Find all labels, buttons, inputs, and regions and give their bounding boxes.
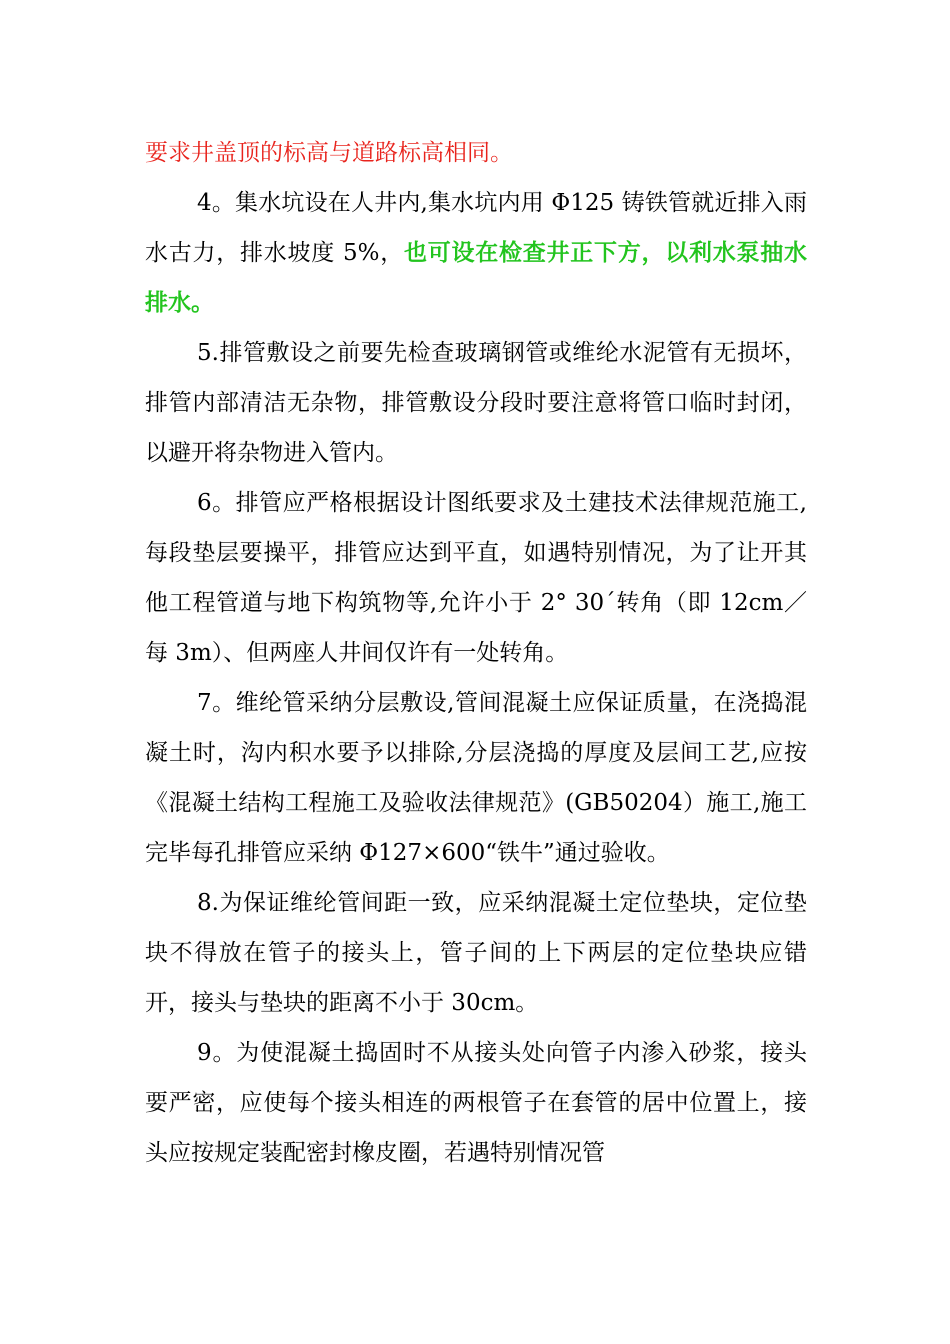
paragraph-text: 8.为保证维纶管间距一致，应采纳混凝土定位垫块，定位垫块不得放在管子的接头上，管子间的上下两层的定位垫块应错开，接头与垫块的距离不小于 30cm。	[145, 890, 807, 1016]
paragraph-text: 4。集水坑设在人井内,集水坑内用 Φ125 铸铁管就近排入雨水古力，排水坡度 5%，	[145, 190, 807, 266]
red-highlight-text: 要求井盖顶的标高与道路标高相同。	[145, 140, 513, 166]
document-body	[145, 128, 807, 1178]
paragraph-7	[145, 678, 807, 878]
paragraph-text: 7。维纶管采纳分层敷设,管间混凝土应保证质量，在浇捣混凝土时，沟内积水要予以排除,分层浇捣的厚度及层间工艺,应按《混凝土结构工程施工及验收法律规范》(GB50204）施工,施工完毕每孔排管应采纳 Φ127×600“铁牛”通过验收。	[145, 690, 807, 866]
paragraph-4	[145, 178, 807, 328]
paragraph-continuation	[145, 128, 807, 178]
paragraph-text: 9。为使混凝土捣固时不从接头处向管子内渗入砂浆，接头要严密，应使每个接头相连的两根管子在套管的居中位置上，接头应按规定装配密封橡皮圈，若遇特别情况管	[145, 1040, 807, 1166]
paragraph-5	[145, 328, 807, 478]
paragraph-9	[145, 1028, 807, 1178]
paragraph-text: 5.排管敷设之前要先检查玻璃钢管或维纶水泥管有无损坏，排管内部清洁无杂物，排管敷设分段时要注意将管口临时封闭，以避开将杂物进入管内。	[145, 340, 807, 466]
paragraph-8	[145, 878, 807, 1028]
paragraph-6	[145, 478, 807, 678]
green-highlight-text: 也可设在检查井正下方，以利水泵抽水排水。	[145, 239, 807, 316]
paragraph-text: 6。排管应严格根据设计图纸要求及土建技术法律规范施工,每段垫层要操平，排管应达到平直，如遇特别情况，为了让开其他工程管道与地下构筑物等,允许小于 2° 30´转角（即 12cm／每 3m）、但两座人井间仅许有一处转角。	[145, 490, 807, 666]
